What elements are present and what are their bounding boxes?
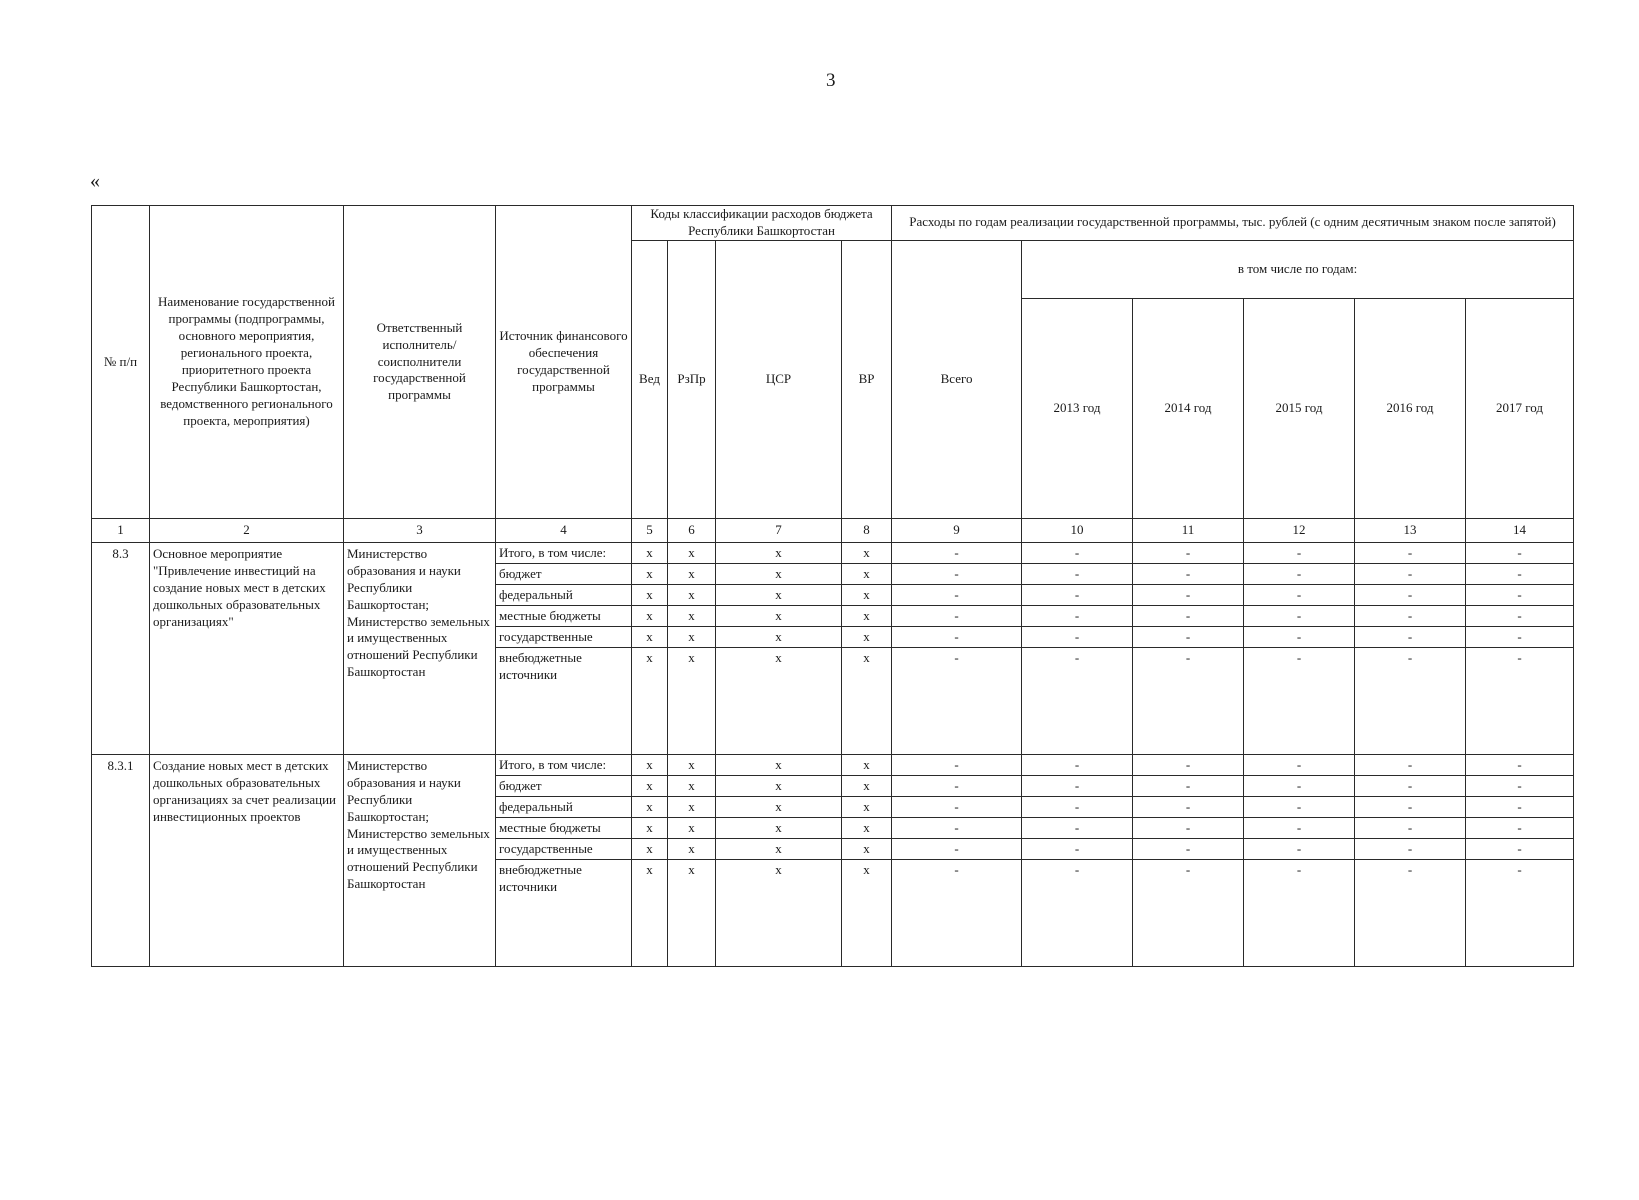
code-ved-cell: x xyxy=(632,627,668,648)
header-executor: Ответственный исполнитель/ соисполнители государственной программы xyxy=(344,206,496,519)
code-csr-cell: x xyxy=(716,818,842,839)
year-2014-cell: - xyxy=(1133,543,1244,564)
year-2014-cell: - xyxy=(1133,839,1244,860)
code-rzpr-cell: x xyxy=(668,606,716,627)
year-2014-cell: - xyxy=(1133,627,1244,648)
total-cell: - xyxy=(892,818,1022,839)
header-year: 2015 год xyxy=(1244,299,1355,519)
column-number: 7 xyxy=(716,519,842,543)
year-2017-cell: - xyxy=(1466,818,1574,839)
year-2013-cell: - xyxy=(1022,648,1133,755)
code-vr-cell: x xyxy=(842,839,892,860)
code-vr-cell: x xyxy=(842,755,892,776)
opening-quote-mark: « xyxy=(90,170,100,192)
year-2014-cell: - xyxy=(1133,776,1244,797)
year-2015-cell: - xyxy=(1244,564,1355,585)
year-2013-cell: - xyxy=(1022,755,1133,776)
year-2017-cell: - xyxy=(1466,543,1574,564)
code-ved-cell: x xyxy=(632,585,668,606)
column-number-row xyxy=(92,519,1574,543)
header-year: 2016 год xyxy=(1355,299,1466,519)
year-2015-cell: - xyxy=(1244,818,1355,839)
code-csr-cell: x xyxy=(716,755,842,776)
column-number: 10 xyxy=(1022,519,1133,543)
code-rzpr-cell: x xyxy=(668,564,716,585)
source-cell: федеральный xyxy=(496,585,632,606)
year-2015-cell: - xyxy=(1244,839,1355,860)
code-ved-cell: x xyxy=(632,564,668,585)
year-2015-cell: - xyxy=(1244,860,1355,967)
year-2017-cell: - xyxy=(1466,564,1574,585)
budget-table xyxy=(91,205,1574,967)
code-ved-cell: x xyxy=(632,755,668,776)
source-cell: федеральный xyxy=(496,797,632,818)
code-csr-cell: x xyxy=(716,627,842,648)
header-year: 2014 год xyxy=(1133,299,1244,519)
code-vr-cell: x xyxy=(842,585,892,606)
column-number: 2 xyxy=(150,519,344,543)
header-row-top xyxy=(92,206,1574,241)
year-2015-cell: - xyxy=(1244,648,1355,755)
column-number: 14 xyxy=(1466,519,1574,543)
total-cell: - xyxy=(892,755,1022,776)
year-2013-cell: - xyxy=(1022,797,1133,818)
year-2015-cell: - xyxy=(1244,627,1355,648)
code-rzpr-cell: x xyxy=(668,627,716,648)
year-2017-cell: - xyxy=(1466,860,1574,967)
year-2014-cell: - xyxy=(1133,755,1244,776)
year-2016-cell: - xyxy=(1355,606,1466,627)
code-csr-cell: x xyxy=(716,543,842,564)
year-2013-cell: - xyxy=(1022,627,1133,648)
item-name: Создание новых мест в детских дошкольных образовательных организациях за счет реализации инвестиционных проектов xyxy=(150,755,344,967)
code-rzpr-cell: x xyxy=(668,839,716,860)
year-2017-cell: - xyxy=(1466,648,1574,755)
total-cell: - xyxy=(892,860,1022,967)
year-2017-cell: - xyxy=(1466,839,1574,860)
code-ved-cell: x xyxy=(632,860,668,967)
total-cell: - xyxy=(892,648,1022,755)
total-cell: - xyxy=(892,606,1022,627)
year-2016-cell: - xyxy=(1355,564,1466,585)
code-ved-cell: x xyxy=(632,776,668,797)
column-number: 11 xyxy=(1133,519,1244,543)
code-csr-cell: x xyxy=(716,797,842,818)
source-cell: бюджет xyxy=(496,564,632,585)
item-number: 8.3.1 xyxy=(92,755,150,967)
year-2016-cell: - xyxy=(1355,797,1466,818)
year-2015-cell: - xyxy=(1244,585,1355,606)
year-2013-cell: - xyxy=(1022,776,1133,797)
year-2013-cell: - xyxy=(1022,564,1133,585)
source-cell: внебюджетные источники xyxy=(496,648,632,755)
year-2014-cell: - xyxy=(1133,860,1244,967)
code-vr-cell: x xyxy=(842,627,892,648)
total-cell: - xyxy=(892,797,1022,818)
source-cell: бюджет xyxy=(496,776,632,797)
year-2017-cell: - xyxy=(1466,797,1574,818)
header-year: 2013 год xyxy=(1022,299,1133,519)
code-rzpr-cell: x xyxy=(668,797,716,818)
year-2016-cell: - xyxy=(1355,776,1466,797)
total-cell: - xyxy=(892,627,1022,648)
year-2013-cell: - xyxy=(1022,860,1133,967)
source-cell: государственные xyxy=(496,627,632,648)
column-number: 4 xyxy=(496,519,632,543)
code-rzpr-cell: x xyxy=(668,755,716,776)
item-name: Основное мероприятие "Привлечение инвестиций на создание новых мест в детских дошкольных образовательных организациях" xyxy=(150,543,344,755)
item-executor: Министерство образования и науки Республики Башкортостан; Министерство земельных и имущественных отношений Республики Башкортостан xyxy=(344,543,496,755)
header-code-rzpr: РзПр xyxy=(668,240,716,518)
code-ved-cell: x xyxy=(632,543,668,564)
header-total: Всего xyxy=(892,240,1022,518)
code-csr-cell: x xyxy=(716,606,842,627)
year-2013-cell: - xyxy=(1022,818,1133,839)
column-number: 6 xyxy=(668,519,716,543)
year-2016-cell: - xyxy=(1355,818,1466,839)
source-cell: местные бюджеты xyxy=(496,606,632,627)
code-vr-cell: x xyxy=(842,564,892,585)
header-expenses-group: Расходы по годам реализации государственной программы, тыс. рублей (с одним десятичным знаком после запятой) xyxy=(892,206,1574,241)
header-source: Источник финансового обеспечения государственной программы xyxy=(496,206,632,519)
code-csr-cell: x xyxy=(716,860,842,967)
year-2014-cell: - xyxy=(1133,564,1244,585)
header-num: № п/п xyxy=(92,206,150,519)
code-vr-cell: x xyxy=(842,818,892,839)
header-code-csr: ЦСР xyxy=(716,240,842,518)
column-number: 1 xyxy=(92,519,150,543)
year-2016-cell: - xyxy=(1355,755,1466,776)
total-cell: - xyxy=(892,585,1022,606)
code-rzpr-cell: x xyxy=(668,543,716,564)
header-by-years: в том числе по годам: xyxy=(1022,240,1574,298)
year-2013-cell: - xyxy=(1022,839,1133,860)
code-ved-cell: x xyxy=(632,818,668,839)
source-cell: Итого, в том числе: xyxy=(496,543,632,564)
code-csr-cell: x xyxy=(716,564,842,585)
total-cell: - xyxy=(892,776,1022,797)
year-2016-cell: - xyxy=(1355,839,1466,860)
code-ved-cell: x xyxy=(632,648,668,755)
source-cell: государственные xyxy=(496,839,632,860)
year-2013-cell: - xyxy=(1022,585,1133,606)
year-2015-cell: - xyxy=(1244,606,1355,627)
source-cell: Итого, в том числе: xyxy=(496,755,632,776)
year-2017-cell: - xyxy=(1466,585,1574,606)
code-ved-cell: x xyxy=(632,606,668,627)
year-2014-cell: - xyxy=(1133,648,1244,755)
year-2016-cell: - xyxy=(1355,543,1466,564)
page-number: 3 xyxy=(826,70,836,91)
year-2017-cell: - xyxy=(1466,606,1574,627)
code-vr-cell: x xyxy=(842,606,892,627)
year-2016-cell: - xyxy=(1355,648,1466,755)
code-vr-cell: x xyxy=(842,776,892,797)
table-row xyxy=(92,543,1574,564)
code-ved-cell: x xyxy=(632,839,668,860)
year-2016-cell: - xyxy=(1355,585,1466,606)
column-number: 13 xyxy=(1355,519,1466,543)
code-ved-cell: x xyxy=(632,797,668,818)
column-number: 12 xyxy=(1244,519,1355,543)
year-2015-cell: - xyxy=(1244,776,1355,797)
year-2017-cell: - xyxy=(1466,755,1574,776)
year-2014-cell: - xyxy=(1133,606,1244,627)
source-cell: внебюджетные источники xyxy=(496,860,632,967)
header-name: Наименование государственной программы (подпрограммы, основного мероприятия, регионального проекта, приоритетного проекта Республики Башкортостан, ведомственного регионального проекта, мероприятия) xyxy=(150,206,344,519)
year-2014-cell: - xyxy=(1133,818,1244,839)
code-rzpr-cell: x xyxy=(668,585,716,606)
item-executor: Министерство образования и науки Республики Башкортостан; Министерство земельных и имущественных отношений Республики Башкортостан xyxy=(344,755,496,967)
items-body xyxy=(92,543,1574,967)
year-2014-cell: - xyxy=(1133,797,1244,818)
code-csr-cell: x xyxy=(716,776,842,797)
year-2015-cell: - xyxy=(1244,755,1355,776)
column-number: 9 xyxy=(892,519,1022,543)
year-2015-cell: - xyxy=(1244,797,1355,818)
year-2017-cell: - xyxy=(1466,776,1574,797)
code-vr-cell: x xyxy=(842,797,892,818)
column-number: 3 xyxy=(344,519,496,543)
code-vr-cell: x xyxy=(842,543,892,564)
column-number: 5 xyxy=(632,519,668,543)
total-cell: - xyxy=(892,564,1022,585)
year-2013-cell: - xyxy=(1022,606,1133,627)
total-cell: - xyxy=(892,839,1022,860)
code-rzpr-cell: x xyxy=(668,776,716,797)
header-code-vr: ВР xyxy=(842,240,892,518)
item-number: 8.3 xyxy=(92,543,150,755)
year-2013-cell: - xyxy=(1022,543,1133,564)
total-cell: - xyxy=(892,543,1022,564)
code-rzpr-cell: x xyxy=(668,818,716,839)
code-csr-cell: x xyxy=(716,839,842,860)
code-csr-cell: x xyxy=(716,648,842,755)
year-2016-cell: - xyxy=(1355,860,1466,967)
code-rzpr-cell: x xyxy=(668,648,716,755)
header-codes-group: Коды классификации расходов бюджета Республики Башкортостан xyxy=(632,206,892,241)
source-cell: местные бюджеты xyxy=(496,818,632,839)
header-code-ved: Вед xyxy=(632,240,668,518)
code-csr-cell: x xyxy=(716,585,842,606)
column-number: 8 xyxy=(842,519,892,543)
code-rzpr-cell: x xyxy=(668,860,716,967)
year-2015-cell: - xyxy=(1244,543,1355,564)
code-vr-cell: x xyxy=(842,860,892,967)
year-2017-cell: - xyxy=(1466,627,1574,648)
code-vr-cell: x xyxy=(842,648,892,755)
year-2016-cell: - xyxy=(1355,627,1466,648)
table-row xyxy=(92,755,1574,776)
header-year: 2017 год xyxy=(1466,299,1574,519)
year-2014-cell: - xyxy=(1133,585,1244,606)
